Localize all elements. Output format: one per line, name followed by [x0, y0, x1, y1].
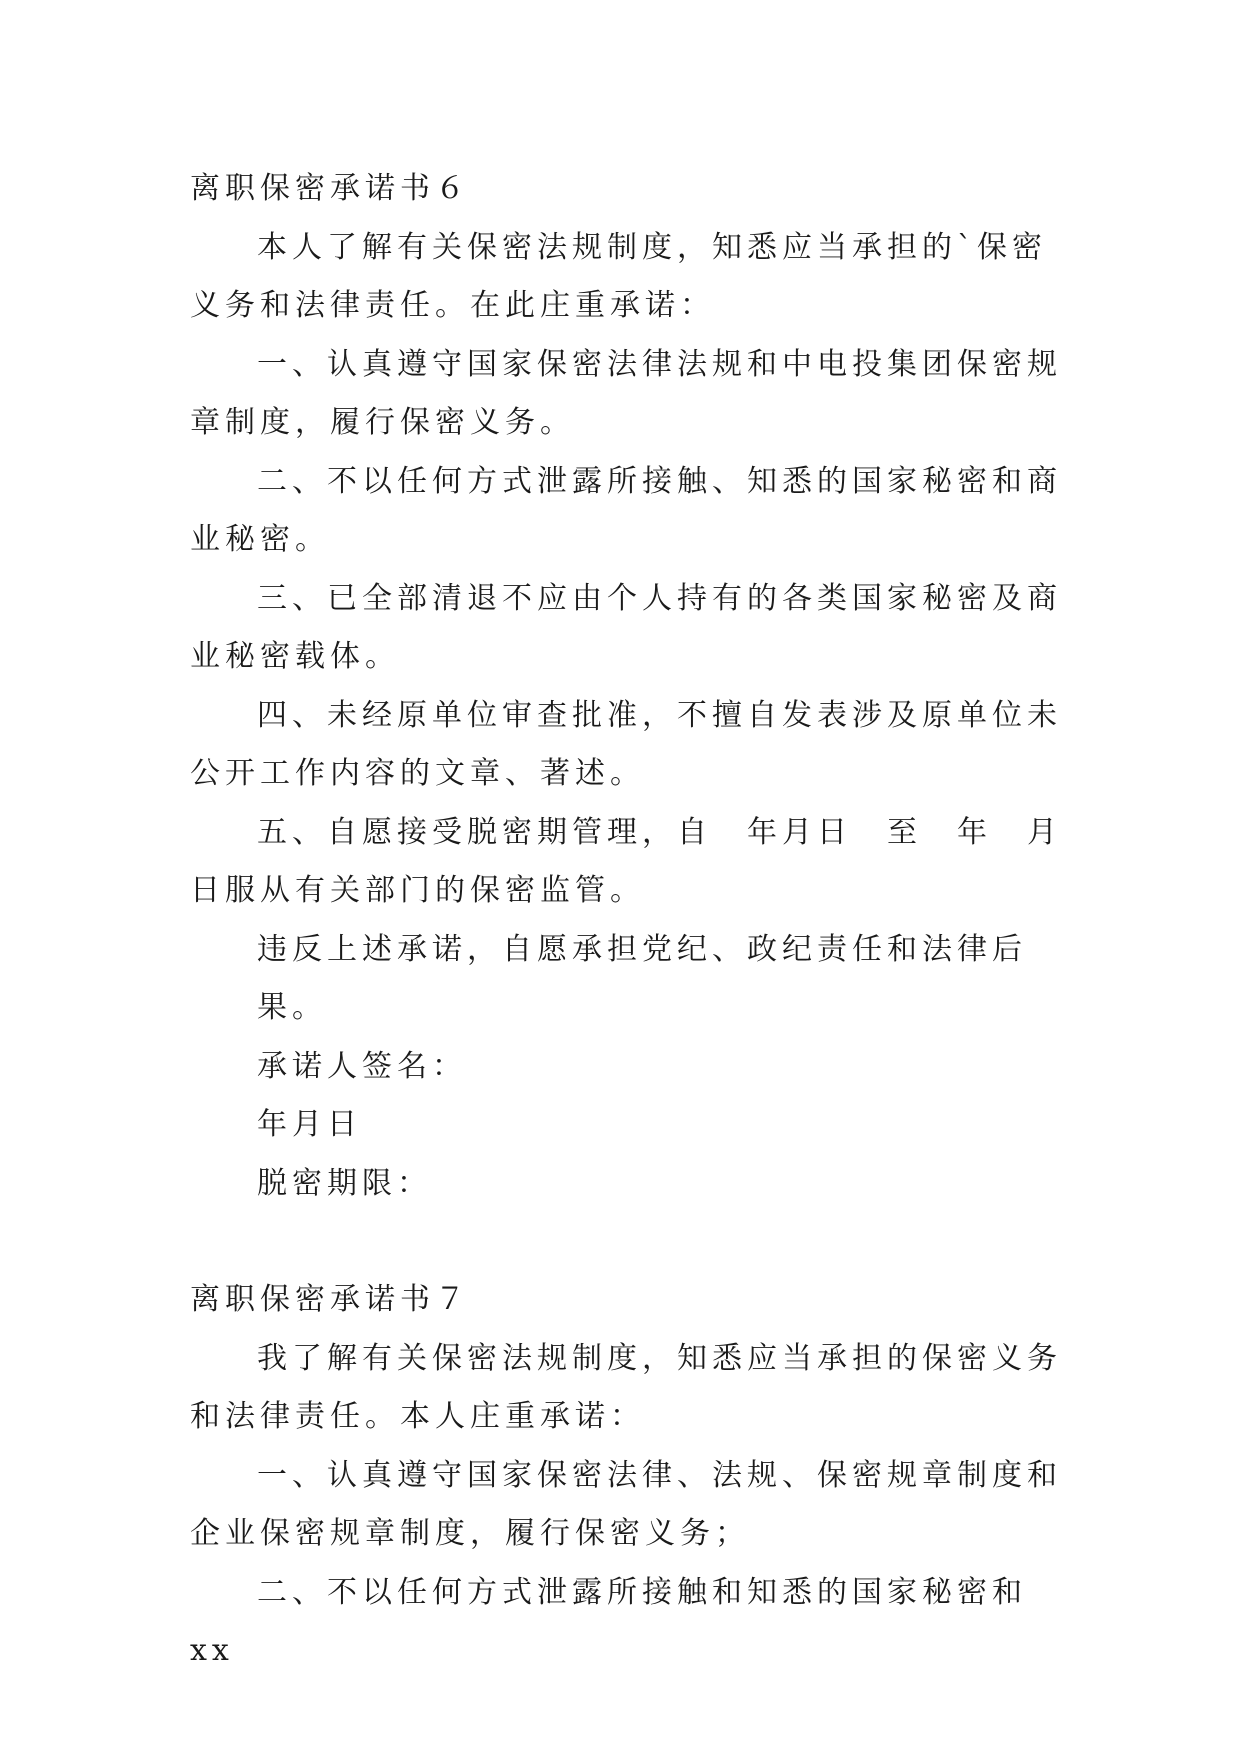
date-label: 年月日 [257, 1107, 362, 1142]
document-body [190, 160, 1070, 1681]
section-6-item-1: 一、认真遵守国家保密法律法规和中电投集团保密规章制度，履行保密义务。 [190, 346, 1062, 440]
section-6-closing: 违反上述承诺，自愿承担党纪、政纪责任和法律后果。 [257, 931, 1027, 1025]
section-6-item-4: 四、未经原单位审查批准，不擅自发表涉及原单位未公开工作内容的文章、著述。 [190, 697, 1062, 791]
section-6-item-2: 二、不以任何方式泄露所接触、知悉的国家秘密和商业秘密。 [190, 463, 1062, 557]
signature-label: 承诺人签名： [257, 1048, 467, 1084]
section-title-6: 离职保密承诺书６ [190, 171, 470, 206]
section-6-item-3: 三、已全部清退不应由个人持有的各类国家秘密及商业秘密载体。 [190, 580, 1062, 674]
section-title-7: 离职保密承诺书７ [190, 1282, 470, 1317]
section-spacer [190, 1213, 1070, 1271]
section-7-intro: 我了解有关保密法规制度，知悉应当承担的保密义务和法律责任。本人庄重承诺： [190, 1340, 1062, 1434]
section-6-item-5: 五、自愿接受脱密期管理，自 年月日 至 年 月日服从有关部门的保密监管。 [190, 814, 1062, 908]
section-6-intro: 本人了解有关保密法规制度，知悉应当承担的`保密义务和法律责任。在此庄重承诺： [190, 229, 1047, 323]
declassification-period-label: 脱密期限： [257, 1165, 432, 1201]
section-7-item-1: 一、认真遵守国家保密法律、法规、保密规章制度和企业保密规章制度，履行保密义务； [190, 1457, 1062, 1551]
section-7-item-2: 二、不以任何方式泄露所接触和知悉的国家秘密和xx [190, 1574, 1027, 1668]
